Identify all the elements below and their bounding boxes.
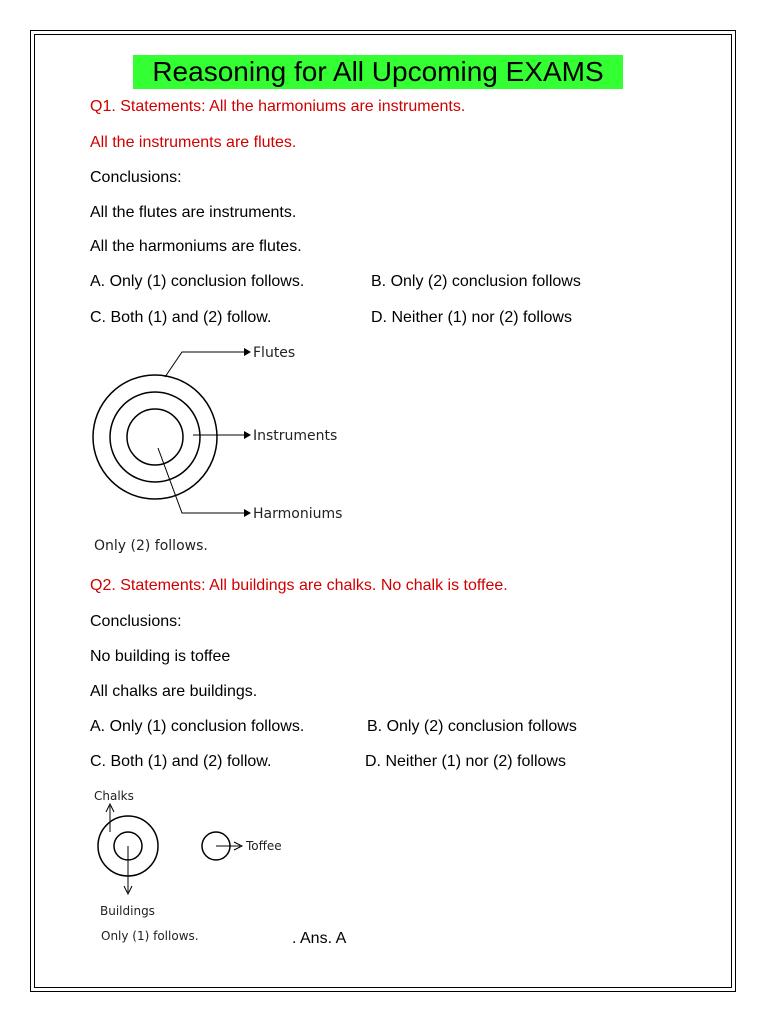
buildings-label: Buildings [100, 904, 155, 918]
chalks-label: Chalks [94, 789, 134, 803]
q1-option-c: C. Both (1) and (2) follow. [90, 309, 272, 326]
q2-option-b: B. Only (2) conclusion follows [367, 718, 577, 735]
q2-result: Only (1) follows. [101, 929, 199, 943]
q2-option-c: C. Both (1) and (2) follow. [90, 753, 272, 770]
q1-venn-diagram [88, 340, 368, 530]
q1-statement-1: Q1. Statements: All the harmoniums are instruments. [90, 98, 466, 115]
q2-venn-diagram [88, 784, 318, 924]
q1-option-b: B. Only (2) conclusion follows [371, 273, 581, 290]
toffee-label: Toffee [246, 839, 282, 853]
q2-option-d: D. Neither (1) nor (2) follows [365, 753, 566, 770]
q2-answer: . Ans. A [292, 930, 347, 947]
q2-conclusions-label: Conclusions: [90, 613, 182, 630]
q1-conclusion-1: All the flutes are instruments. [90, 204, 297, 221]
harmoniums-arrow [158, 448, 244, 513]
instruments-arrowhead [244, 431, 251, 439]
q2-option-a: A. Only (1) conclusion follows. [90, 718, 305, 735]
flutes-arrowhead [244, 348, 251, 356]
q1-statement-2: All the instruments are flutes. [90, 134, 297, 151]
harmoniums-circle [127, 409, 183, 465]
q1-option-d: D. Neither (1) nor (2) follows [371, 309, 572, 326]
q1-conclusion-2: All the harmoniums are flutes. [90, 238, 302, 255]
q2-conclusion-2: All chalks are buildings. [90, 683, 258, 700]
q1-conclusions-label: Conclusions: [90, 169, 182, 186]
flutes-arrow [165, 352, 244, 377]
instruments-label: Instruments [253, 428, 338, 444]
q1-result: Only (2) follows. [94, 538, 208, 554]
harmoniums-label: Harmoniums [253, 506, 343, 522]
q2-statement: Q2. Statements: All buildings are chalks. No chalk is toffee. [90, 577, 508, 594]
flutes-label: Flutes [253, 345, 296, 361]
q2-conclusion-1: No building is toffee [90, 648, 231, 665]
page-title: Reasoning for All Upcoming EXAMS [133, 55, 623, 89]
q1-option-a: A. Only (1) conclusion follows. [90, 273, 305, 290]
harmoniums-arrowhead [244, 509, 251, 517]
instruments-circle [110, 392, 200, 482]
flutes-circle [93, 375, 217, 499]
